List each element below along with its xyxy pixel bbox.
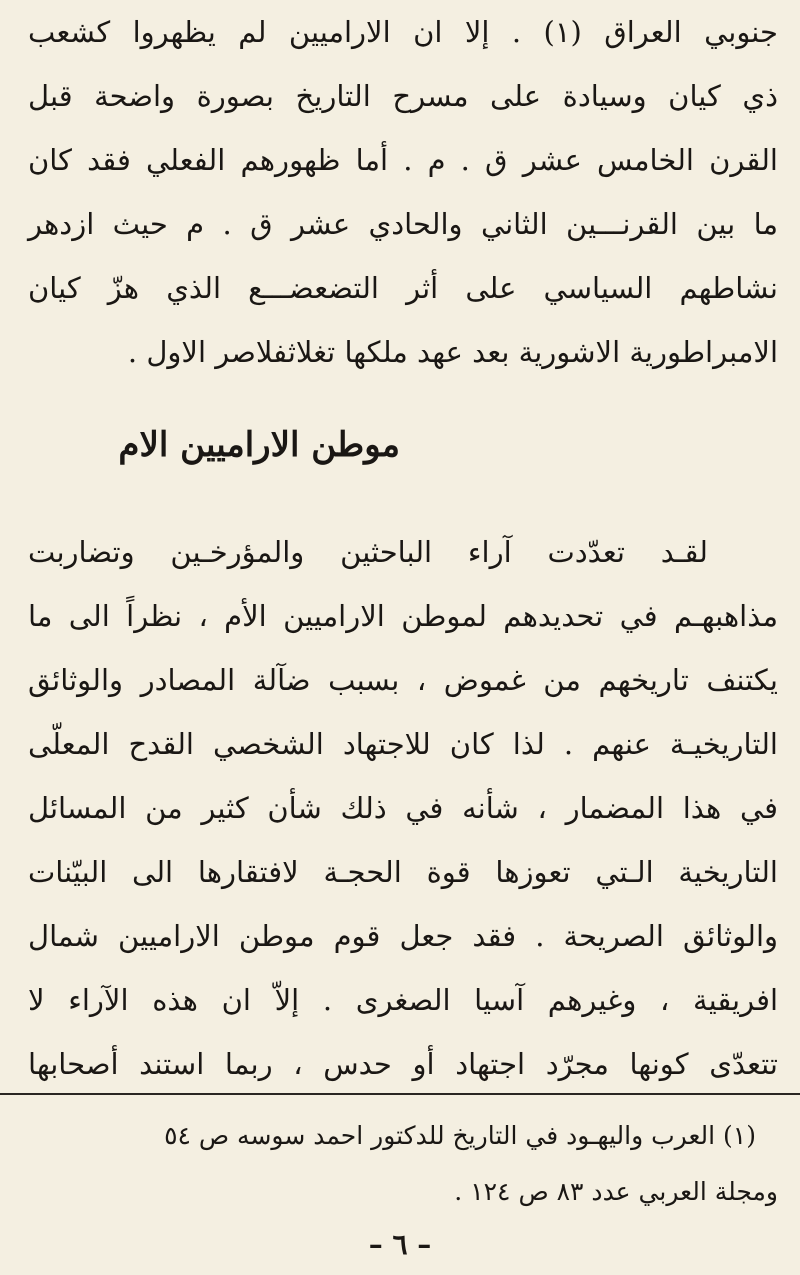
paragraph-2-line: التاريخيـة عنهم . لذا كان للاجتهاد الشخصي القدح المعلّى (28, 727, 778, 761)
footnote-divider (0, 1093, 800, 1095)
footnote (28, 1108, 778, 1220)
paragraph-2-line: لقـد تعدّدت آراء الباحثين والمؤرخـين وتضاربت (28, 535, 708, 569)
paragraph-2 (28, 520, 778, 1096)
paragraph-2-line: تتعدّى كونها مجرّد اجتهاد أو حدس ، ربما استند أصحابها (28, 1047, 778, 1081)
page-number: – ٦ – (368, 1228, 432, 1261)
paragraph-2-line: مذاهبهـم في تحديدهم لموطن الاراميين الأم ، نظراً الى ما (28, 599, 778, 633)
paragraph-2-line: والوثائق الصريحة . فقد جعل قوم موطن الاراميين شمال (28, 919, 778, 953)
paragraph-2-line: في هذا المضمار ، شأنه في ذلك شأن كثير من المسائل (28, 791, 778, 825)
paragraph-2-line: افريقية ، وغيرهم آسيا الصغرى . إلاّ ان هذه الآراء لا (28, 983, 778, 1017)
section-heading: موطن الاراميين الام (118, 425, 400, 465)
footnote-line: (١) العرب واليهـود في التاريخ للدكتور احمد سوسه ص ٥٤ (164, 1121, 756, 1150)
paragraph-1-line: الامبراطورية الاشورية بعد عهد ملكها تغلاثفلاصر الاول . (127, 335, 778, 369)
paragraph-1-line: القرن الخامس عشر ق . م . أما ظهورهم الفعلي فقد كان (28, 143, 778, 177)
paragraph-1-line: ما بين القرنـــين الثاني والحادي عشر ق . م حيث ازدهر (28, 207, 778, 241)
footnote-line: ومجلة العربي عدد ٨٣ ص ١٢٤ . (454, 1177, 778, 1206)
paragraph-1-line: جنوبي العراق (١) . إلا ان الاراميين لم يظهروا كشعب (28, 15, 778, 49)
paragraph-1-line: نشاطهم السياسي على أثر التضعضـــع الذي هزّ كيان (28, 271, 778, 305)
paragraph-1-line: ذي كيان وسيادة على مسرح التاريخ بصورة واضحة قبل (28, 79, 778, 113)
paragraph-2-line: التاريخية الـتي تعوزها قوة الحجـة لافتقارها الى البيّنات (28, 855, 778, 889)
paragraph-2-line: يكتنف تاريخهم من غموض ، بسبب ضآلة المصادر والوثائق (28, 663, 778, 697)
paragraph-1 (28, 0, 778, 384)
